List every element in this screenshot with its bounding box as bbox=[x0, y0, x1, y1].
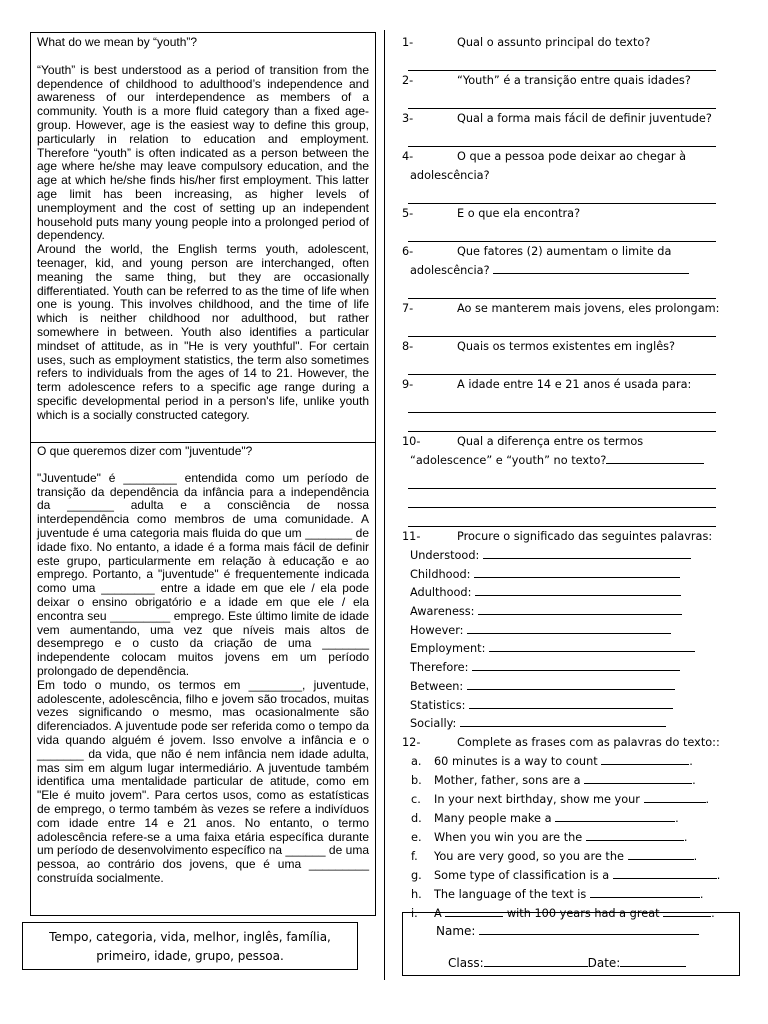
question-text-continued: “adolescence” e “youth” no texto? bbox=[410, 454, 607, 467]
date-field[interactable] bbox=[620, 954, 686, 967]
question-12 bbox=[402, 733, 742, 923]
question-text: Qual o assunto principal do texto? bbox=[457, 36, 651, 49]
date-label: Date: bbox=[587, 956, 621, 970]
sentence-end: . bbox=[693, 849, 698, 863]
sentence-end: . bbox=[689, 754, 693, 768]
question-number: 4- bbox=[402, 150, 414, 163]
sentence-item bbox=[402, 752, 742, 771]
answer-line[interactable] bbox=[467, 621, 671, 634]
vocab-word: However: bbox=[410, 623, 464, 637]
sentence-letter: d. bbox=[411, 811, 422, 825]
answer-line[interactable] bbox=[460, 714, 666, 727]
question-text: Qual a diferença entre os termos bbox=[457, 435, 644, 448]
answer-line[interactable] bbox=[475, 583, 681, 596]
vocab-word: Therefore: bbox=[410, 661, 469, 675]
question-6 bbox=[402, 242, 742, 299]
portuguese-paragraph: Em todo o mundo, os termos em ________, juventude, adolescente, adolescência, filho e jovem são trocados, muitas vezes significando o mesmo, mas ocasionalmente são diferenciados. A juventude pode ser referida como o tempo da vida quando alguém é jovem. Isso envolve a infância e o _______ da vida, que não é nem infância nem idade adulta, mas sim em algum lugar intermediário. A juventude também identifica uma mentalidade particular de atitude, como em "Ele é muito jovem". Para certos usos, como as estatísticas de emprego, o termo também às vezes se refere a indivíduos com idade entre 14 e 21 anos. No entanto, o termo adolescência refere-se a uma faixa etária específica durante um período de desenvolvimento específico na ______ de uma pessoa, ao contrário dos jovens, que é uma _________ construída socialmente. bbox=[37, 677, 369, 885]
question-number: 9- bbox=[402, 378, 414, 391]
sentence-item bbox=[402, 828, 742, 847]
sentence-letter: i. bbox=[411, 906, 418, 920]
vocab-item bbox=[402, 677, 742, 696]
question-number: 12- bbox=[402, 735, 421, 749]
vocab-item bbox=[402, 639, 742, 658]
question-text: Procure o significado das seguintes palavras: bbox=[457, 530, 713, 543]
question-number: 3- bbox=[402, 112, 414, 125]
sentence-item bbox=[402, 847, 742, 866]
sentence-end: . bbox=[692, 773, 696, 787]
sentence-text: Many people make a bbox=[434, 811, 552, 825]
answer-line[interactable] bbox=[408, 280, 716, 299]
sentence-text: You are very good, so you are the bbox=[434, 849, 624, 863]
question-number: 11- bbox=[402, 530, 421, 543]
vocab-item bbox=[402, 583, 742, 602]
answer-line[interactable] bbox=[483, 546, 691, 559]
sentence-text: In your next birthday, show me your bbox=[434, 792, 640, 806]
question-7 bbox=[402, 299, 742, 337]
answer-line[interactable] bbox=[469, 696, 673, 709]
question-number: 1- bbox=[402, 36, 414, 49]
answer-line[interactable] bbox=[478, 602, 682, 615]
sentence-text: A bbox=[434, 906, 442, 920]
sentence-text: Mother, father, sons are a bbox=[434, 773, 581, 787]
sentence-letter: f. bbox=[411, 849, 418, 863]
question-1 bbox=[402, 33, 742, 71]
sentence-text: When you win you are the bbox=[434, 830, 583, 844]
vocab-item bbox=[402, 658, 742, 677]
word-bank-line: Tempo, categoria, vida, melhor, inglês, família, bbox=[49, 930, 331, 944]
question-text: Qual a forma mais fácil de definir juventude? bbox=[457, 112, 712, 125]
answer-line[interactable] bbox=[408, 90, 716, 109]
vocab-word: Between: bbox=[410, 679, 464, 693]
sentence-end: . bbox=[675, 811, 679, 825]
question-9 bbox=[402, 375, 742, 432]
question-number: 7- bbox=[402, 302, 414, 315]
question-text: “Youth” é a transição entre quais idades? bbox=[457, 74, 691, 87]
answer-line[interactable] bbox=[408, 356, 716, 375]
vocab-word: Childhood: bbox=[410, 567, 471, 581]
class-field[interactable] bbox=[484, 954, 588, 967]
class-label: Class: bbox=[448, 956, 484, 970]
answer-line[interactable] bbox=[408, 185, 716, 204]
word-bank-line: primeiro, idade, grupo, pessoa. bbox=[96, 949, 284, 963]
answer-line[interactable] bbox=[408, 128, 716, 147]
answer-line[interactable] bbox=[408, 52, 716, 71]
question-4 bbox=[402, 147, 742, 204]
answer-line[interactable] bbox=[586, 828, 684, 841]
portuguese-title: O que queremos dizer com "juventude"? bbox=[37, 444, 253, 458]
answer-line[interactable] bbox=[408, 394, 716, 413]
answer-line[interactable] bbox=[467, 677, 675, 690]
answer-line[interactable] bbox=[408, 508, 716, 527]
sentence-letter: c. bbox=[411, 792, 421, 806]
answer-line[interactable] bbox=[590, 885, 700, 898]
answer-line[interactable] bbox=[555, 809, 675, 822]
answer-line[interactable] bbox=[601, 752, 689, 765]
answer-line[interactable] bbox=[584, 771, 692, 784]
english-title: What do we mean by “youth”? bbox=[37, 35, 198, 49]
vocab-item bbox=[402, 621, 742, 640]
english-text-box bbox=[30, 32, 376, 443]
question-text: Ao se manterem mais jovens, eles prolongam: bbox=[457, 302, 720, 315]
english-paragraph: Around the world, the English terms youth, adolescent, teenager, kid, and young person are interchanged, often meaning the same thing, but they are occasionally differentiated. Youth can be referred to as the time of life when one is young. This involves childhood, and the time of life which is neither childhood nor adulthood, but rather somewhere in between. Youth also identifies a particular mindset of attitude, as in "He is very youthful". For certain uses, such as employment statistics, the term also sometimes refers to individuals from the ages of 14 to 21. However, the term adolescence refers to a specific age range during a specific developmental period in a person's life, unlike youth which is a socially constructed category. bbox=[37, 242, 369, 422]
question-8 bbox=[402, 337, 742, 375]
name-label: Name: bbox=[436, 924, 476, 938]
question-number: 8- bbox=[402, 340, 414, 353]
answer-line[interactable] bbox=[408, 413, 716, 432]
answer-line[interactable] bbox=[408, 223, 716, 242]
vocab-item bbox=[402, 546, 742, 565]
question-11 bbox=[402, 527, 742, 733]
student-info-box bbox=[402, 912, 740, 976]
sentence-end: . bbox=[683, 830, 688, 844]
answer-line[interactable] bbox=[489, 639, 695, 652]
answer-line[interactable] bbox=[613, 866, 717, 879]
questions-column bbox=[402, 33, 742, 923]
sentence-letter: g. bbox=[411, 868, 422, 882]
question-text: Complete as frases com as palavras do texto:: bbox=[457, 735, 720, 749]
question-10 bbox=[402, 432, 742, 527]
sentence-item bbox=[402, 790, 742, 809]
portuguese-text-box bbox=[30, 442, 376, 916]
sentence-end: . bbox=[699, 887, 704, 901]
question-text: A idade entre 14 e 21 anos é usada para: bbox=[457, 378, 692, 391]
sentence-letter: e. bbox=[411, 830, 422, 844]
answer-line[interactable] bbox=[606, 451, 704, 464]
sentence-text: 60 minutes is a way to count bbox=[434, 754, 598, 768]
vocab-item bbox=[402, 602, 742, 621]
sentence-text: The language of the text is bbox=[434, 887, 587, 901]
question-number: 6- bbox=[402, 245, 414, 258]
sentence-text: Some type of classification is a bbox=[434, 868, 610, 882]
sentence-letter: b. bbox=[411, 773, 422, 787]
sentence-letter: a. bbox=[411, 754, 422, 768]
vocab-word: Adulthood: bbox=[410, 586, 472, 600]
column-divider bbox=[384, 30, 385, 980]
question-number: 5- bbox=[402, 207, 414, 220]
sentence-text: with 100 years had a great bbox=[506, 906, 660, 920]
question-text-continued: adolescência? bbox=[410, 169, 490, 182]
question-text: E o que ela encontra? bbox=[457, 207, 581, 220]
answer-line[interactable] bbox=[628, 847, 694, 860]
vocab-word: Awareness: bbox=[410, 605, 475, 619]
vocab-word: Statistics: bbox=[410, 698, 466, 712]
sentence-item bbox=[402, 771, 742, 790]
sentence-item bbox=[402, 866, 742, 885]
question-text: O que a pessoa pode deixar ao chegar à bbox=[457, 150, 687, 163]
question-text: Quais os termos existentes em inglês? bbox=[457, 340, 676, 353]
answer-line[interactable] bbox=[472, 658, 680, 671]
vocab-word: Understood: bbox=[410, 549, 480, 562]
answer-line[interactable] bbox=[408, 470, 716, 489]
sentence-item bbox=[402, 885, 742, 904]
sentence-end: . bbox=[705, 792, 710, 806]
question-3 bbox=[402, 109, 742, 147]
vocab-item bbox=[402, 696, 742, 715]
answer-line[interactable] bbox=[644, 790, 706, 803]
answer-line[interactable] bbox=[474, 565, 680, 578]
portuguese-paragraph: "Juventude" é ________ entendida como um período de transição da dependência da infância para a independência da _______ adulta e a consciência de nossa interdependência como membros de uma comunidade. A juventude é uma categoria mais fluida do que um _______ de idade fixo. No entanto, a idade é a forma mais fácil de definir este grupo, particularmente em relação à educação e ao emprego. Portanto, a "juventude" é frequentemente indicada como uma ________ entre a idade em que ele / ela pode deixar o ensino obrigatório e a idade em que ele / ela encontra seu _________ emprego. Este último limite de idade vem aumentando, uma vez que níveis mais altos de desemprego e o custo da criação de uma _______ independente colocam muitos jovens em um período prolongado de dependência. bbox=[37, 470, 369, 678]
vocab-item bbox=[402, 565, 742, 584]
answer-line[interactable] bbox=[408, 489, 716, 508]
vocab-word: Socially: bbox=[410, 717, 457, 731]
english-paragraph: “Youth” is best understood as a period of transition from the dependence of childhood to adulthood’s independence and awareness of our interdependence as members of a community. Youth is a more fluid category than a fixed age-group. However, age is the easiest way to define this group, particularly in relation to education and employment. Therefore “youth” is often indicated as a person between the age where he/she may leave compulsory education, and the age at which he/she finds his/her first employment. This latter age limit has been increasing, as higher levels of unemployment and the cost of setting up an independent household puts many young people into a prolonged period of dependency. bbox=[37, 62, 369, 243]
sentence-letter: h. bbox=[411, 887, 422, 901]
question-number: 2- bbox=[402, 74, 414, 87]
vocab-word: Employment: bbox=[410, 642, 486, 656]
question-2 bbox=[402, 71, 742, 109]
answer-line[interactable] bbox=[493, 261, 689, 274]
question-5 bbox=[402, 204, 742, 242]
sentence-end: . bbox=[711, 906, 715, 920]
sentence-end: . bbox=[716, 868, 721, 882]
answer-line[interactable] bbox=[408, 318, 716, 337]
word-bank bbox=[22, 922, 358, 970]
name-field[interactable] bbox=[479, 922, 699, 935]
sentence-item bbox=[402, 809, 742, 828]
question-text-continued: adolescência? bbox=[410, 264, 490, 277]
question-text: Que fatores (2) aumentam o limite da bbox=[457, 245, 672, 258]
question-number: 10- bbox=[402, 435, 421, 448]
vocab-item bbox=[402, 714, 742, 733]
